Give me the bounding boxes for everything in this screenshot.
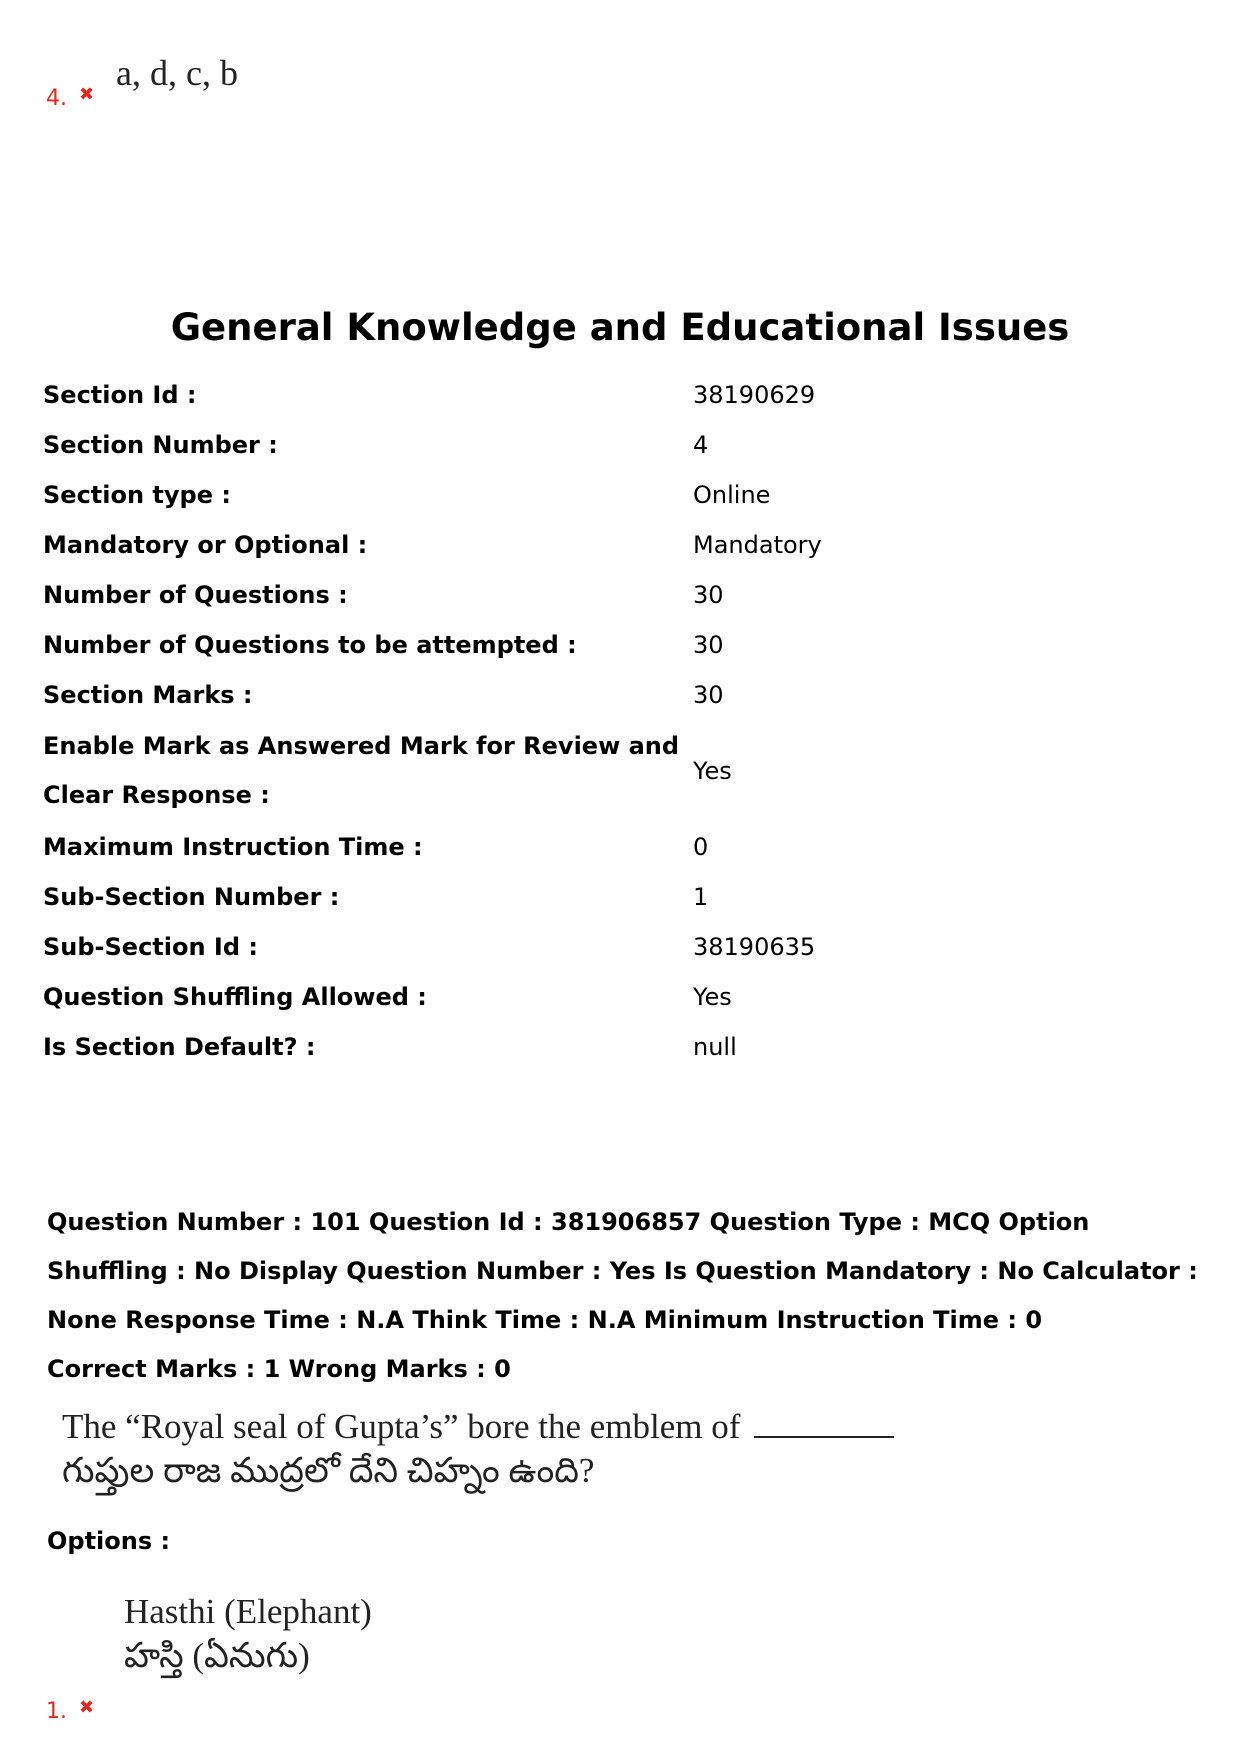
section-row (38, 972, 1218, 1022)
section-row-value: Mandatory (693, 531, 822, 559)
section-row-value: Yes (693, 983, 732, 1011)
section-row (38, 872, 1218, 922)
section-row (38, 620, 1218, 670)
question-text (62, 1405, 894, 1493)
section-row-value: 30 (693, 631, 724, 659)
prev-option-text: a, d, c, b (116, 53, 238, 93)
section-row (38, 670, 1218, 720)
section-title: General Knowledge and Educational Issues (170, 306, 1070, 349)
section-row-label: Sub-Section Id : (43, 933, 258, 961)
section-row-value: 30 (693, 581, 724, 609)
section-row-value: 38190635 (693, 933, 816, 961)
option-number: 1. (46, 1699, 67, 1724)
section-row-value: Yes (693, 757, 732, 785)
section-row-value: 30 (693, 681, 724, 709)
section-row-label: Section type : (43, 481, 231, 509)
section-row-label: Number of Questions to be attempted : (43, 631, 577, 659)
prev-option-number: 4. (46, 86, 67, 111)
section-details-table (38, 370, 1218, 1072)
wrong-cross-icon: ✖ (79, 84, 95, 105)
section-row (38, 570, 1218, 620)
section-row-value: 38190629 (693, 381, 816, 409)
section-row-label: Section Number : (43, 431, 278, 459)
option-text-english: Hasthi (Elephant) (124, 1592, 372, 1631)
section-row (38, 470, 1218, 520)
wrong-cross-icon: ✖ (79, 1697, 95, 1718)
section-row-value: 1 (693, 883, 709, 911)
section-row (38, 420, 1218, 470)
section-row (38, 720, 1218, 822)
section-row-label: Section Marks : (43, 681, 253, 709)
section-row (38, 370, 1218, 420)
question-text-english: The “Royal seal of Gupta’s” bore the emblem of (62, 1405, 894, 1449)
section-row-value: 4 (693, 431, 709, 459)
section-row (38, 1022, 1218, 1072)
section-row-label: Sub-Section Number : (43, 883, 340, 911)
section-row (38, 822, 1218, 872)
section-row-label: Enable Mark as Answered Mark for Review and Clear Response : (43, 732, 680, 809)
section-row-value: null (693, 1033, 737, 1061)
section-row-value: 0 (693, 833, 709, 861)
question-info: Question Number : 101 Question Id : 381906857 Question Type : MCQ Option Shuffling : No Display Question Number : Yes Is Question Mandatory : No Calculator : None Response Time : N.A Think Time : N.A Minimum Instruction Time : 0 (47, 1208, 1198, 1334)
section-row-label: Question Shuffling Allowed : (43, 983, 427, 1011)
question-marks: Correct Marks : 1 Wrong Marks : 0 (47, 1355, 511, 1383)
section-row-label: Number of Questions : (43, 581, 348, 609)
section-row-label: Maximum Instruction Time : (43, 833, 423, 861)
section-row-label: Mandatory or Optional : (43, 531, 368, 559)
option-text-telugu: హస్తి (ఏనుగు) (124, 1636, 310, 1675)
section-row (38, 520, 1218, 570)
answer-blank (754, 1436, 894, 1438)
section-row-label: Is Section Default? : (43, 1033, 316, 1061)
section-row-value: Online (693, 481, 771, 509)
section-row (38, 922, 1218, 972)
options-label: Options : (47, 1527, 171, 1555)
section-row-label: Section Id : (43, 381, 197, 409)
question-text-telugu: గుప్తుల రాజ ముద్రలో దేని చిహ్నం ఉంది? (62, 1451, 595, 1490)
option-text (124, 1590, 372, 1678)
